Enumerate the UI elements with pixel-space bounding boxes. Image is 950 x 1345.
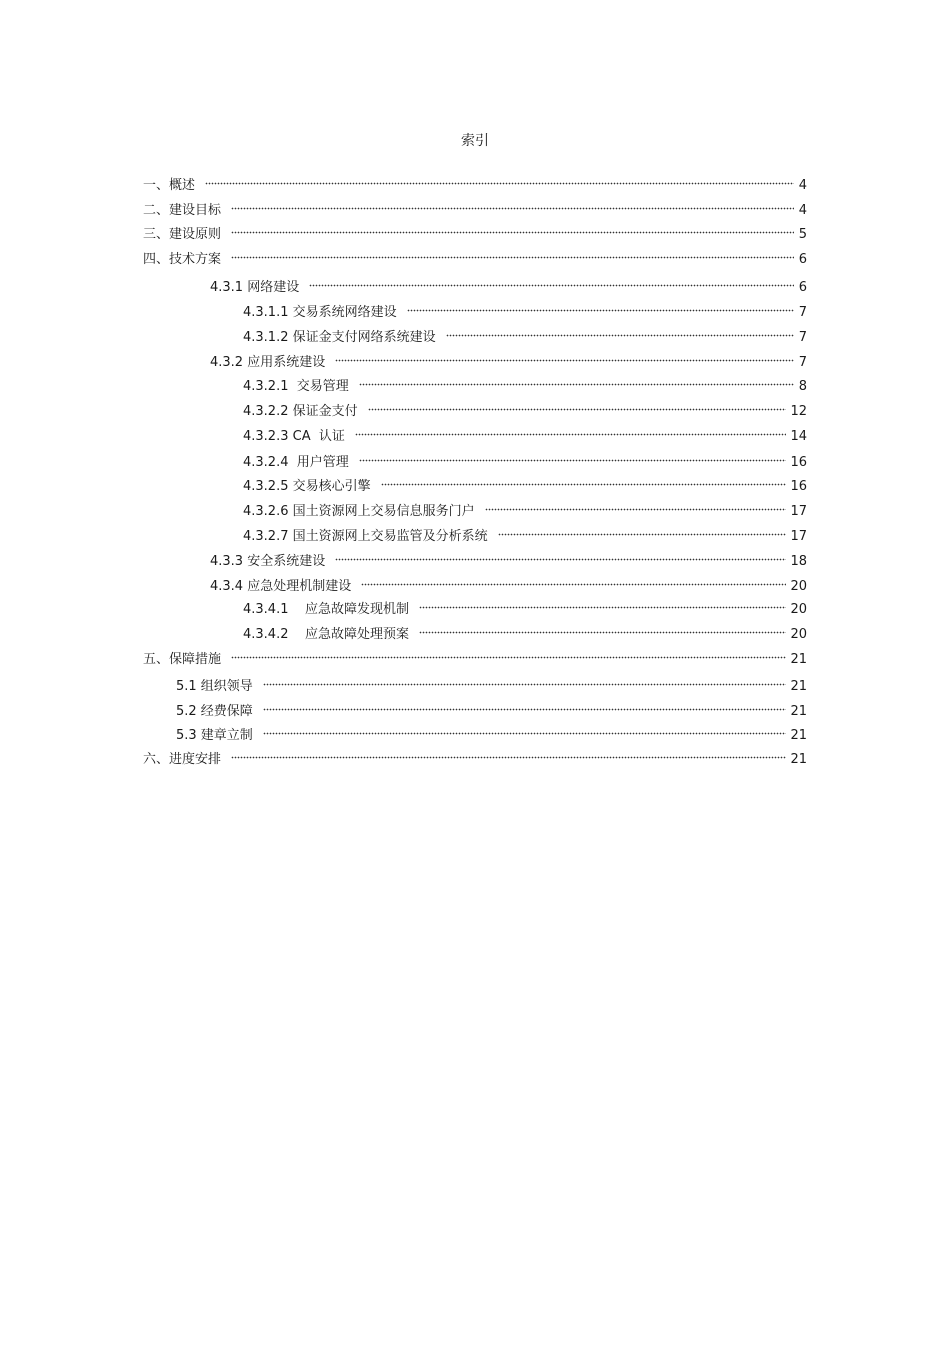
toc-entry-label: 5.1 组织领导 xyxy=(176,679,253,694)
toc-dot-leader xyxy=(335,346,794,366)
toc-dot-leader xyxy=(407,296,794,316)
toc-entry[interactable] xyxy=(243,618,807,642)
toc-dot-leader xyxy=(335,545,786,565)
toc-page-number: 17 xyxy=(790,529,807,544)
toc-entry[interactable] xyxy=(143,243,807,267)
toc-dot-leader xyxy=(381,470,787,490)
toc-entry[interactable] xyxy=(243,495,807,519)
toc-page-number: 21 xyxy=(790,652,807,667)
toc-entry[interactable] xyxy=(176,695,807,719)
toc-page-number: 6 xyxy=(798,252,807,267)
toc-dot-leader xyxy=(368,395,787,415)
toc-entry[interactable] xyxy=(243,420,807,444)
toc-dot-leader xyxy=(359,446,787,466)
toc-dot-leader xyxy=(231,194,794,214)
toc-entry[interactable] xyxy=(143,194,807,218)
toc-page-number: 21 xyxy=(790,679,807,694)
toc-dot-leader xyxy=(355,420,787,440)
toc-entry-label: 4.3.2.1 交易管理 xyxy=(243,379,349,394)
toc-entry-label: 四、技术方案 xyxy=(143,252,222,267)
toc-entry[interactable] xyxy=(143,743,807,767)
toc-entry[interactable] xyxy=(143,643,807,667)
toc-page-number: 7 xyxy=(798,305,807,320)
toc-entry[interactable] xyxy=(243,321,807,345)
toc-page-number: 6 xyxy=(798,280,807,295)
toc-page-number: 5 xyxy=(798,227,807,242)
toc-dot-leader xyxy=(263,695,787,715)
toc-entry[interactable] xyxy=(176,719,807,743)
toc-dot-leader xyxy=(485,495,787,515)
toc-page-number: 16 xyxy=(790,455,807,470)
toc-entry[interactable] xyxy=(210,545,807,569)
toc-entry[interactable] xyxy=(176,670,807,694)
toc-entry[interactable] xyxy=(243,395,807,419)
toc-entry-label: 4.3.2.5 交易核心引擎 xyxy=(243,479,371,494)
toc-page-number: 20 xyxy=(790,579,807,594)
toc-entry-label: 4.3.3 安全系统建设 xyxy=(210,554,326,569)
toc-entry-label: 4.3.1 网络建设 xyxy=(210,280,300,295)
toc-entry-label: 4.3.2.4 用户管理 xyxy=(243,455,349,470)
toc-entry-label: 4.3.4 应急处理机制建设 xyxy=(210,579,352,594)
toc-page-number: 21 xyxy=(790,752,807,767)
toc-entry[interactable] xyxy=(243,520,807,544)
toc-entry[interactable] xyxy=(243,593,807,617)
toc-entry-label: 三、建设原则 xyxy=(143,227,222,242)
toc-dot-leader xyxy=(263,719,787,739)
toc-page-number: 20 xyxy=(790,627,807,642)
toc-entry[interactable] xyxy=(243,296,807,320)
toc-title: 索引 xyxy=(461,133,489,149)
toc-entry-label: 六、进度安排 xyxy=(143,752,222,767)
toc-entry[interactable] xyxy=(243,470,807,494)
toc-dot-leader xyxy=(231,243,794,263)
toc-dot-leader xyxy=(231,643,786,663)
toc-page-number: 21 xyxy=(790,704,807,719)
toc-dot-leader xyxy=(498,520,787,540)
toc-dot-leader xyxy=(361,570,786,590)
toc-page-number: 7 xyxy=(798,330,807,345)
toc-dot-leader xyxy=(231,743,786,763)
toc-page-number: 8 xyxy=(798,379,807,394)
toc-entry-label: 4.3.2 应用系统建设 xyxy=(210,355,326,370)
toc-entry-label: 二、建设目标 xyxy=(143,203,222,218)
toc-entry[interactable] xyxy=(143,218,807,242)
toc-page-number: 17 xyxy=(790,504,807,519)
toc-entry-label: 5.3 建章立制 xyxy=(176,728,253,743)
toc-dot-leader xyxy=(446,321,794,341)
toc-entry-label: 4.3.1.1 交易系统网络建设 xyxy=(243,305,397,320)
toc-dot-leader xyxy=(231,218,794,238)
toc-entry-label: 五、保障措施 xyxy=(143,652,222,667)
toc-entry-label: 4.3.4.1 应急故障发现机制 xyxy=(243,602,410,617)
toc-entry[interactable] xyxy=(143,169,807,193)
toc-dot-leader xyxy=(263,670,787,690)
toc-dot-leader xyxy=(359,370,794,390)
toc-page-number: 18 xyxy=(790,554,807,569)
toc-entry-label: 4.3.2.2 保证金支付 xyxy=(243,404,358,419)
toc-entry-label: 5.2 经费保障 xyxy=(176,704,253,719)
toc-page-number: 16 xyxy=(790,479,807,494)
toc-entry-label: 4.3.2.7 国土资源网上交易监管及分析系统 xyxy=(243,529,488,544)
toc-entry-label: 4.3.4.2 应急故障处理预案 xyxy=(243,627,410,642)
toc-page-number: 7 xyxy=(798,355,807,370)
toc-entry[interactable] xyxy=(243,370,807,394)
toc-page-number: 20 xyxy=(790,602,807,617)
toc-page-number: 14 xyxy=(790,429,807,444)
toc-dot-leader xyxy=(419,618,786,638)
toc-entry[interactable] xyxy=(210,346,807,370)
toc-entry-label: 4.3.2.3 CA 认证 xyxy=(243,429,345,444)
toc-entry-label: 一、概述 xyxy=(143,178,196,193)
toc-page-number: 12 xyxy=(790,404,807,419)
toc-dot-leader xyxy=(205,169,794,189)
toc-entry-label: 4.3.1.2 保证金支付网络系统建设 xyxy=(243,330,436,345)
toc-page-number: 21 xyxy=(790,728,807,743)
toc-page-number: 4 xyxy=(798,203,807,218)
toc-dot-leader xyxy=(419,593,786,613)
toc-dot-leader xyxy=(309,271,794,291)
toc-page-number: 4 xyxy=(798,178,807,193)
toc-entry[interactable] xyxy=(210,570,807,594)
toc-entry-label: 4.3.2.6 国土资源网上交易信息服务门户 xyxy=(243,504,475,519)
toc-entry[interactable] xyxy=(243,446,807,470)
toc-entry[interactable] xyxy=(210,271,807,295)
